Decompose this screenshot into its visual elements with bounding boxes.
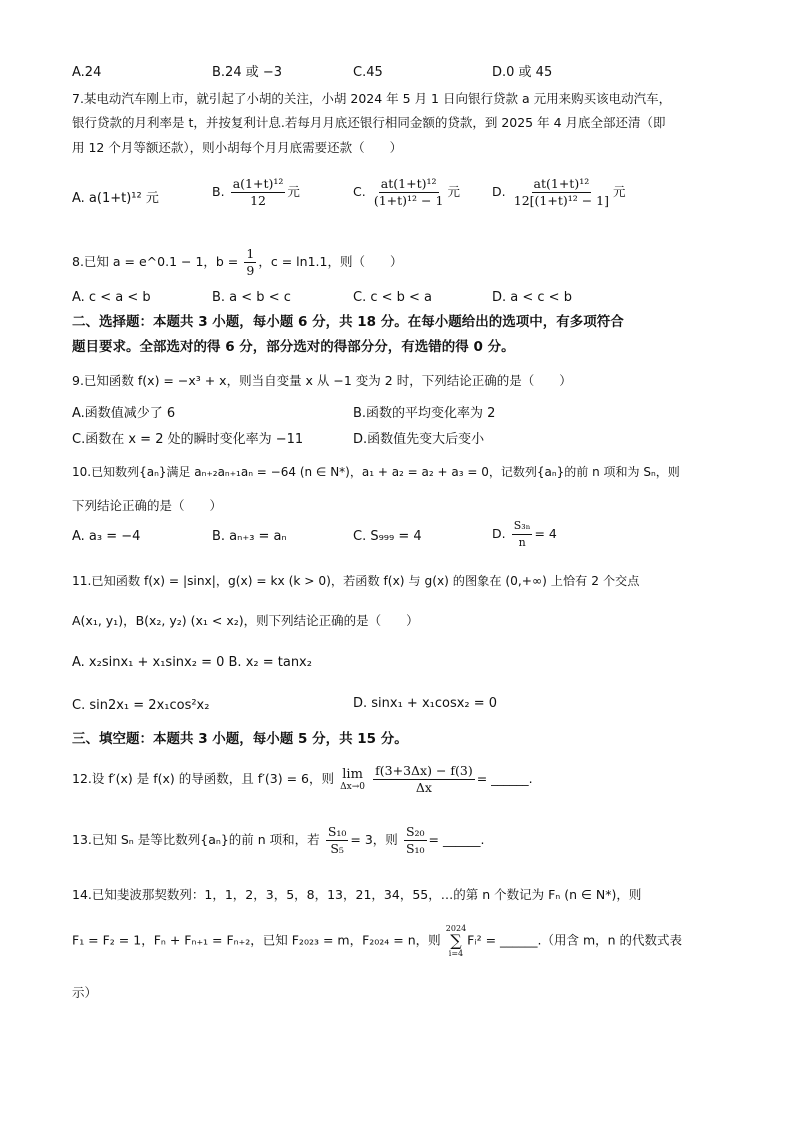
q7-option-a: A. a(1+t)¹² 元 [72, 191, 159, 206]
q12-limit-word: lim [342, 767, 363, 782]
q14-stem-line2-b: Fᵢ² = ______.（用含 m，n 的代数式表 [467, 932, 683, 948]
q10-option-d-denominator: n [518, 536, 526, 549]
q6-option-c: C.45 [353, 65, 383, 80]
q8-b-numerator: 1 [246, 246, 255, 261]
q10-stem-line2: 下列结论正确的是（ ） [72, 498, 223, 513]
q6-option-d: D.0 或 45 [492, 65, 553, 80]
q8-option-d: D. a < c < b [492, 290, 572, 305]
q7-option-b-fraction [231, 176, 286, 209]
q13-ratio-1 [326, 824, 349, 857]
q10-option-d [492, 518, 557, 551]
q11-stem-line1: 11.已知函数 f(x) = |sinx|，g(x) = kx (k > 0)，若函数 f(x) 与 g(x) 的图象在 (0,+∞) 上恰有 2 个交点 [72, 574, 640, 588]
q8-option-c: C. c < b < a [353, 290, 433, 305]
q7-option-d-fraction [512, 176, 611, 209]
q13-ratio-1-denominator: S₅ [330, 841, 344, 856]
q11-option-d: D. sinx₁ + x₁cosx₂ = 0 [353, 696, 498, 711]
q10-option-c: C. S₉₉₉ = 4 [353, 529, 422, 544]
q10-stem-line1: 10.已知数列{aₙ}满足 aₙ₊₂aₙ₊₁aₙ = −64 (n ∈ N*)，a₁ + a₂ = a₂ + a₃ = 0，记数列{aₙ}的前 n 项和为 Sₙ，则 [72, 465, 680, 479]
q11-options-ab: A. x₂sinx₁ + x₁sinx₂ = 0 B. x₂ = tanx₂ [72, 655, 312, 670]
q7-option-d-numerator: at(1+t)¹² [533, 176, 590, 191]
q13-stem-mid: = 3，则 [350, 832, 398, 847]
q10-option-d-numerator: S₃ₙ [512, 518, 533, 535]
q12-fraction [373, 763, 475, 796]
q7-option-b [212, 176, 300, 209]
q14-stem-line3: 示） [72, 985, 98, 1000]
q9-stem: 9.已知函数 f(x) = −x³ + x，则当自变量 x 从 −1 变为 2 时，下列结论正确的是（ ） [72, 373, 572, 388]
q14-stem-line2-a: F₁ = F₂ = 1，Fₙ + Fₙ₊₁ = Fₙ₊₂，已知 F₂₀₂₃ = m，F₂₀₂₄ = n，则 [72, 932, 441, 948]
q7-option-d [492, 176, 626, 209]
q7-option-c-unit: 元 [447, 184, 460, 199]
section3-heading: 三、填空题：本题共 3 小题，每小题 5 分，共 15 分。 [72, 731, 408, 747]
q12-denominator: Δx [415, 780, 432, 795]
q14-sum-sigma: ∑ [450, 931, 462, 950]
q7-option-d-unit: 元 [613, 184, 626, 199]
q14-sum-lower: i=4 [448, 949, 464, 958]
q7-option-c-label: C. [353, 184, 366, 199]
section2-heading-line1: 二、选择题：本题共 3 小题，每小题 6 分，共 18 分。在每小题给出的选项中，有多项符合 [72, 314, 624, 330]
q10-option-d-label: D. [492, 526, 506, 541]
q7-option-d-label: D. [492, 184, 506, 199]
q7-option-c-denominator: (1+t)¹² − 1 [373, 193, 444, 208]
q10-option-d-fraction [512, 518, 533, 551]
q8-b-denominator: 9 [246, 263, 255, 278]
q14-sum-upper: 2024 [445, 924, 467, 933]
q9-option-d: D.函数值先变大后变小 [353, 432, 485, 447]
q7-option-d-denominator: 12[(1+t)¹² − 1] [513, 193, 610, 208]
q13-ratio-2-denominator: S₁₀ [405, 841, 425, 856]
q8-stem-b: ，c = ln1.1，则（ ） [258, 254, 403, 269]
q7-option-b-numerator: a(1+t)¹² [232, 176, 284, 191]
q13-ratio-2 [404, 824, 427, 857]
q7-option-c-fraction [372, 176, 446, 209]
q9-option-b: B.函数的平均变化率为 2 [353, 406, 496, 421]
q7-option-b-denominator: 12 [250, 193, 266, 208]
q13-ratio-2-numerator: S₂₀ [405, 824, 425, 839]
q7-option-b-unit: 元 [287, 184, 300, 199]
q12-answer-blank: = ______. [476, 771, 533, 786]
q12-limit [340, 767, 365, 792]
q13-answer-blank: = ______. [428, 832, 485, 847]
q6-option-b: B.24 或 −3 [212, 65, 283, 80]
q7-option-c [353, 176, 460, 209]
q10-option-d-tail: = 4 [534, 526, 557, 541]
q13-stem [72, 824, 484, 857]
q12-stem [72, 763, 533, 796]
q11-stem-line2: A(x₁, y₁)，B(x₂, y₂) (x₁ < x₂)，则下列结论正确的是（ ） [72, 613, 419, 628]
q7-stem-line1: 7.某电动汽车刚上市，就引起了小胡的关注，小胡 2024 年 5 月 1 日向银行贷款 a 元用来购买该电动汽车， [72, 91, 672, 106]
q7-option-c-numerator: at(1+t)¹² [380, 176, 437, 191]
q8-stem [72, 246, 402, 279]
q8-option-b: B. a < b < c [212, 290, 291, 305]
q14-stem-line2 [72, 924, 682, 958]
q9-option-a: A.函数值减少了 6 [72, 406, 176, 421]
q13-stem-pre: 13.已知 Sₙ 是等比数列{aₙ}的前 n 项和，若 [72, 832, 320, 847]
q8-option-a: A. c < a < b [72, 290, 151, 305]
q7-option-b-label: B. [212, 184, 225, 199]
q10-option-a: A. a₃ = −4 [72, 529, 141, 544]
section2-heading-line2: 题目要求。全部选对的得 6 分，部分选对的得部分分，有选错的得 0 分。 [72, 339, 515, 355]
q14-stem-line1: 14.已知斐波那契数列：1，1，2，3，5，8，13，21，34，55，…的第 n 个数记为 Fₙ (n ∈ N*)，则 [72, 887, 642, 902]
q12-limit-subscript: Δx→0 [340, 782, 365, 792]
q7-stem-line3: 用 12 个月等额还款），则小胡每个月月底需要还款（ ） [72, 140, 403, 155]
q14-summation [446, 924, 466, 958]
q11-option-c: C. sin2x₁ = 2x₁cos²x₂ [72, 698, 210, 713]
q6-option-a: A.24 [72, 65, 102, 80]
q13-ratio-1-numerator: S₁₀ [327, 824, 347, 839]
q12-stem-pre: 12.设 f′(x) 是 f(x) 的导函数，且 f′(3) = 6，则 [72, 771, 335, 786]
q8-stem-a: 8.已知 a = e^0.1 − 1，b = [72, 254, 239, 269]
q10-option-b: B. aₙ₊₃ = aₙ [212, 529, 287, 544]
q12-numerator: f(3+3Δx) − f(3) [375, 763, 473, 778]
q8-b-fraction [244, 246, 256, 279]
q9-option-c: C.函数在 x = 2 处的瞬时变化率为 −11 [72, 432, 304, 447]
q7-stem-line2: 银行贷款的月利率是 t，并按复利计息.若每月月底还银行相同金额的贷款，到 2025 年 4 月底全部还清（即 [72, 115, 666, 130]
